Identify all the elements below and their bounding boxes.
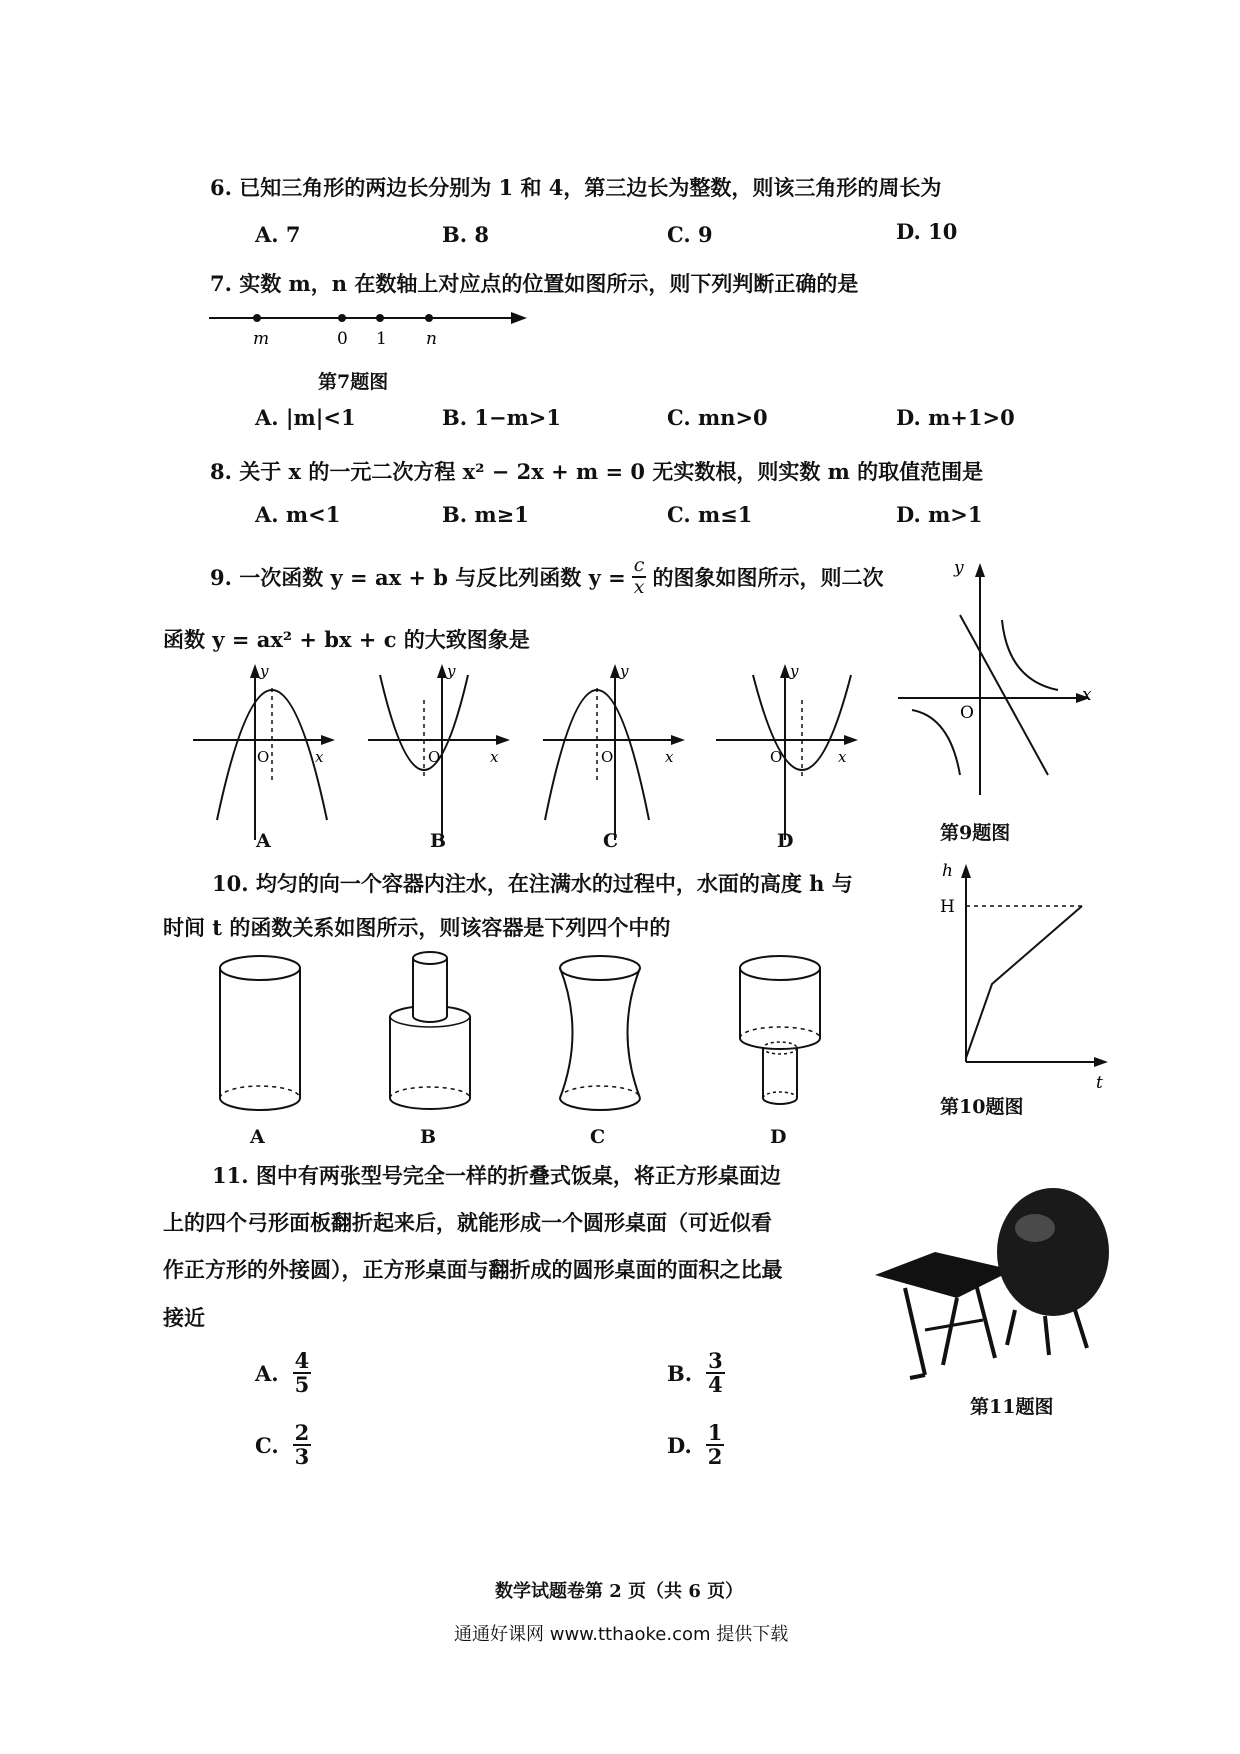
q11-option-a: A. $\frac{4}{5}$ xyxy=(255,1348,310,1398)
svg-text:O: O xyxy=(960,703,974,723)
q6-option-d: D. 10 xyxy=(896,219,958,244)
q11-option-a-fraction: $\frac{4}{5}$ xyxy=(294,1348,310,1398)
q11-option-d: D. $\frac{1}{2}$ xyxy=(667,1420,723,1470)
q7-point-n xyxy=(425,314,433,322)
q8-stem: 8. 关于 x 的一元二次方程 x² − 2x + m = 0 无实数根，则实数 m 的取值范围是 xyxy=(210,459,984,484)
svg-text:y: y xyxy=(447,662,456,680)
q8-option-d: D. m>1 xyxy=(896,502,983,527)
svg-text:H: H xyxy=(940,897,955,917)
q7-label-n: n xyxy=(426,329,437,349)
q11-folding-tables-illustration xyxy=(865,1180,1125,1380)
svg-text:O: O xyxy=(601,748,614,766)
page-footer: 数学试题卷第 2 页（共 6 页） xyxy=(495,1581,744,1602)
q11-stem-line4: 接近 xyxy=(163,1305,205,1330)
q10-container-b xyxy=(375,948,485,1123)
q6-stem: 6. 已知三角形的两边长分别为 1 和 4，第三边长为整数，则该三角形的周长为 xyxy=(210,175,942,200)
svg-text:x: x xyxy=(315,748,324,766)
q7-label-0: 0 xyxy=(337,329,348,349)
q9-choice-a-graph xyxy=(185,660,345,850)
q10-container-a xyxy=(205,950,315,1120)
svg-text:t: t xyxy=(1096,1073,1103,1092)
q7-caption: 第7题图 xyxy=(318,371,389,393)
q6-option-b: B. 8 xyxy=(442,222,489,247)
q11-option-d-fraction: $\frac{1}{2}$ xyxy=(707,1420,723,1470)
q6-option-c: C. 9 xyxy=(667,222,713,247)
q9-choice-c-graph xyxy=(535,660,695,850)
q8-option-c: C. m≤1 xyxy=(667,502,753,527)
q9-choice-a-label: A xyxy=(256,830,271,852)
svg-text:x: x xyxy=(490,748,499,766)
svg-text:x: x xyxy=(1082,685,1092,705)
q7-option-c: C. mn>0 xyxy=(667,405,768,430)
q7-option-d: D. m+1>0 xyxy=(896,405,1015,430)
q7-point-m xyxy=(253,314,261,322)
q11-option-b: B. $\frac{3}{4}$ xyxy=(667,1348,723,1398)
q9-fraction-c-over-x xyxy=(632,556,647,598)
q10-height-time-graph xyxy=(930,862,1110,1092)
q7-option-a: A. |m|<1 xyxy=(255,405,356,430)
q9-choice-b-graph xyxy=(360,660,520,850)
q10-caption: 第10题图 xyxy=(940,1096,1024,1118)
q11-stem-line2: 上的四个弓形面板翻折起来后，就能形成一个圆形桌面（可近似看 xyxy=(163,1210,772,1235)
q9-choice-b-label: B xyxy=(430,830,447,852)
q9-stem-part-b: 的图象如图所示，则二次 xyxy=(652,564,884,590)
svg-text:O: O xyxy=(257,748,270,766)
q10-choice-b-label: B xyxy=(420,1126,437,1148)
svg-text:O: O xyxy=(770,748,783,766)
q11-option-c-fraction: $\frac{2}{3}$ xyxy=(294,1420,310,1470)
q9-stem-line2: 函数 y = ax² + bx + c 的大致图象是 xyxy=(163,627,530,652)
q11-stem-line3: 作正方形的外接圆），正方形桌面与翻折成的圆形桌面的面积之比最 xyxy=(163,1257,783,1282)
q10-choice-a-label: A xyxy=(250,1126,265,1148)
q11-caption: 第11题图 xyxy=(970,1396,1054,1418)
svg-text:h: h xyxy=(942,862,953,881)
q9-reference-graph xyxy=(890,555,1110,805)
q9-frac-den: x xyxy=(633,575,645,598)
q9-stem-line1 xyxy=(210,556,883,598)
q7-number-line xyxy=(205,300,535,360)
q8-option-b: B. m≥1 xyxy=(442,502,529,527)
svg-text:y: y xyxy=(260,662,269,680)
q7-stem: 7. 实数 m，n 在数轴上对应点的位置如图所示，则下列判断正确的是 xyxy=(210,271,859,296)
site-watermark: 通通好课网 www.tthaoke.com 提供下载 xyxy=(454,1624,789,1645)
q9-stem-part-a: 9. 一次函数 y = ax + b 与反比列函数 y = xyxy=(210,564,626,590)
q9-choice-d-graph xyxy=(708,660,868,850)
q7-label-1: 1 xyxy=(376,329,387,349)
q9-frac-num: c xyxy=(632,556,647,578)
q10-choice-c-label: C xyxy=(590,1126,606,1148)
q6-option-a: A. 7 xyxy=(255,222,301,247)
q9-caption: 第9题图 xyxy=(940,822,1011,844)
q8-option-a: A. m<1 xyxy=(255,502,341,527)
q11-option-c: C. $\frac{2}{3}$ xyxy=(255,1420,310,1470)
q10-stem-line2: 时间 t 的函数关系如图所示，则该容器是下列四个中的 xyxy=(163,915,671,940)
q7-label-m: m xyxy=(253,329,270,349)
svg-text:x: x xyxy=(665,748,674,766)
q9-choice-c-label: C xyxy=(603,830,619,852)
q10-stem-line1: 10. 均匀的向一个容器内注水，在注满水的过程中，水面的高度 h 与 xyxy=(212,871,853,896)
q10-container-c xyxy=(545,950,655,1120)
q7-point-1 xyxy=(376,314,384,322)
q7-option-b: B. 1−m>1 xyxy=(442,405,562,430)
q10-container-d xyxy=(725,950,835,1120)
q9-choice-d-label: D xyxy=(777,830,794,852)
svg-text:y: y xyxy=(620,662,629,680)
q10-choice-d-label: D xyxy=(770,1126,787,1148)
svg-text:O: O xyxy=(428,748,441,766)
svg-text:x: x xyxy=(838,748,847,766)
q11-option-b-fraction: $\frac{3}{4}$ xyxy=(708,1348,723,1398)
svg-text:y: y xyxy=(790,662,799,680)
q7-point-0 xyxy=(338,314,346,322)
q11-stem-line1: 11. 图中有两张型号完全一样的折叠式饭桌，将正方形桌面边 xyxy=(212,1163,781,1188)
svg-text:y: y xyxy=(954,558,964,578)
